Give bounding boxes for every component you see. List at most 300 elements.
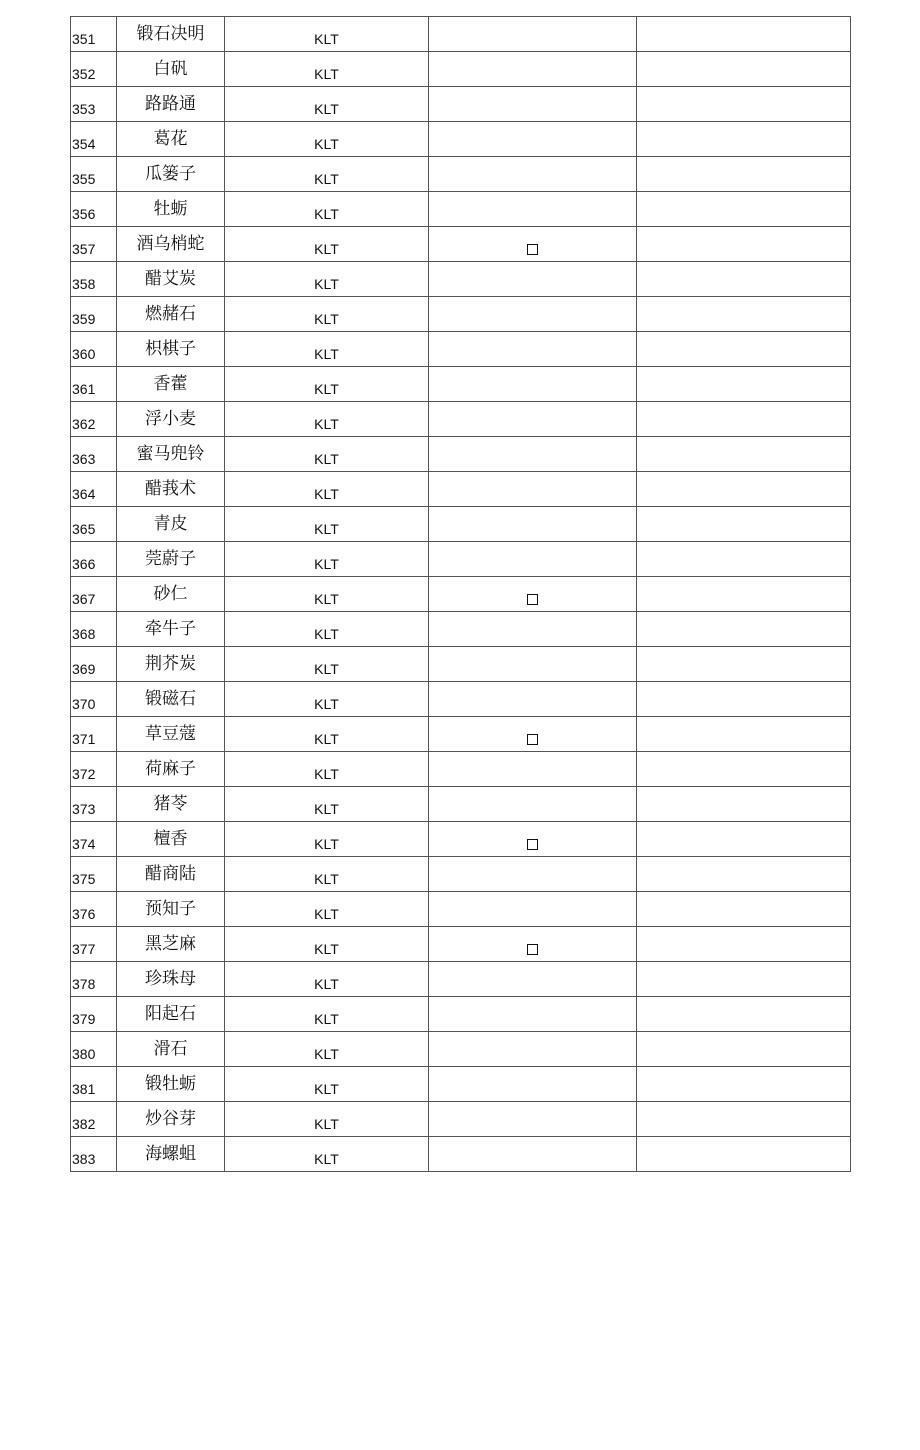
item-name-cell bbox=[117, 1067, 225, 1102]
table-row bbox=[71, 122, 851, 157]
row-number: 378 bbox=[72, 976, 96, 992]
row-number-cell bbox=[71, 297, 117, 332]
row-number: 354 bbox=[72, 136, 96, 152]
item-name-cell bbox=[117, 472, 225, 507]
item-name-cell bbox=[117, 962, 225, 997]
code-cell bbox=[225, 612, 429, 647]
table-row bbox=[71, 892, 851, 927]
empty-cell bbox=[637, 787, 851, 822]
code-cell bbox=[225, 262, 429, 297]
row-number: 381 bbox=[72, 1081, 96, 1097]
empty-cell bbox=[637, 472, 851, 507]
row-number-cell bbox=[71, 717, 117, 752]
item-code: KLT bbox=[314, 1116, 339, 1132]
mark-cell bbox=[429, 157, 637, 192]
empty-cell bbox=[637, 927, 851, 962]
row-number-cell bbox=[71, 192, 117, 227]
row-number-cell bbox=[71, 752, 117, 787]
empty-cell bbox=[637, 612, 851, 647]
mark-cell bbox=[429, 997, 637, 1032]
code-cell bbox=[225, 892, 429, 927]
item-code: KLT bbox=[314, 1081, 339, 1097]
item-code: KLT bbox=[314, 1151, 339, 1167]
item-name-cell bbox=[117, 752, 225, 787]
code-cell bbox=[225, 857, 429, 892]
row-number: 357 bbox=[72, 241, 96, 257]
mark-cell bbox=[429, 297, 637, 332]
item-name-cell bbox=[117, 262, 225, 297]
row-number-cell bbox=[71, 332, 117, 367]
row-number-cell bbox=[71, 17, 117, 52]
row-number: 358 bbox=[72, 276, 96, 292]
code-cell bbox=[225, 52, 429, 87]
empty-cell bbox=[637, 962, 851, 997]
mark-cell bbox=[429, 857, 637, 892]
item-name-cell bbox=[117, 542, 225, 577]
empty-cell bbox=[637, 752, 851, 787]
item-name-cell bbox=[117, 402, 225, 437]
item-name: 莞蔚子 bbox=[145, 549, 196, 569]
mark-cell bbox=[429, 52, 637, 87]
row-number-cell bbox=[71, 367, 117, 402]
empty-cell bbox=[637, 997, 851, 1032]
table-row bbox=[71, 332, 851, 367]
mark-cell bbox=[429, 192, 637, 227]
empty-cell bbox=[637, 437, 851, 472]
row-number: 374 bbox=[72, 836, 96, 852]
row-number-cell bbox=[71, 577, 117, 612]
table-row bbox=[71, 787, 851, 822]
code-cell bbox=[225, 332, 429, 367]
code-cell bbox=[225, 682, 429, 717]
item-code: KLT bbox=[314, 591, 339, 607]
table-row bbox=[71, 822, 851, 857]
item-code: KLT bbox=[314, 171, 339, 187]
empty-cell bbox=[637, 87, 851, 122]
empty-cell bbox=[637, 332, 851, 367]
item-name: 滑石 bbox=[153, 1039, 188, 1059]
row-number: 370 bbox=[72, 696, 96, 712]
empty-cell bbox=[637, 297, 851, 332]
code-cell bbox=[225, 1067, 429, 1102]
row-number: 382 bbox=[72, 1116, 96, 1132]
table-row bbox=[71, 367, 851, 402]
mark-cell bbox=[429, 17, 637, 52]
item-name-cell bbox=[117, 1032, 225, 1067]
empty-cell bbox=[637, 227, 851, 262]
table-row bbox=[71, 52, 851, 87]
item-name: 锻磁石 bbox=[145, 689, 196, 709]
item-code: KLT bbox=[314, 66, 339, 82]
row-number: 361 bbox=[72, 381, 96, 397]
mark-cell bbox=[429, 87, 637, 122]
code-cell bbox=[225, 122, 429, 157]
row-number-cell bbox=[71, 1102, 117, 1137]
code-cell bbox=[225, 787, 429, 822]
item-name: 猪苓 bbox=[153, 794, 188, 814]
code-cell bbox=[225, 192, 429, 227]
item-name: 砂仁 bbox=[153, 584, 188, 604]
code-cell bbox=[225, 507, 429, 542]
table-row bbox=[71, 542, 851, 577]
item-code: KLT bbox=[314, 556, 339, 572]
empty-cell bbox=[637, 1067, 851, 1102]
item-name: 预知子 bbox=[145, 899, 196, 919]
item-name: 牵牛子 bbox=[145, 619, 196, 639]
row-number-cell bbox=[71, 122, 117, 157]
item-name: 草豆蔻 bbox=[145, 724, 196, 744]
empty-cell bbox=[637, 122, 851, 157]
row-number-cell bbox=[71, 962, 117, 997]
table-row bbox=[71, 1067, 851, 1102]
checkbox-square-icon bbox=[527, 244, 538, 255]
empty-cell bbox=[637, 857, 851, 892]
mark-cell bbox=[429, 262, 637, 297]
row-number: 359 bbox=[72, 311, 96, 327]
item-name: 酒乌梢蛇 bbox=[136, 234, 205, 254]
item-name: 燃赭石 bbox=[145, 304, 196, 324]
row-number: 375 bbox=[72, 871, 96, 887]
row-number: 372 bbox=[72, 766, 96, 782]
mark-cell bbox=[429, 542, 637, 577]
table-row bbox=[71, 262, 851, 297]
mark-cell bbox=[429, 1032, 637, 1067]
empty-cell bbox=[637, 577, 851, 612]
row-number: 369 bbox=[72, 661, 96, 677]
table-row bbox=[71, 1102, 851, 1137]
mark-cell bbox=[429, 927, 637, 962]
item-name: 白矾 bbox=[153, 59, 188, 79]
row-number: 383 bbox=[72, 1151, 96, 1167]
table-row bbox=[71, 192, 851, 227]
item-name-cell bbox=[117, 997, 225, 1032]
item-name: 醋艾炭 bbox=[145, 269, 196, 289]
code-cell bbox=[225, 87, 429, 122]
mark-cell bbox=[429, 577, 637, 612]
item-name: 牡蛎 bbox=[153, 199, 188, 219]
empty-cell bbox=[637, 647, 851, 682]
row-number-cell bbox=[71, 437, 117, 472]
row-number-cell bbox=[71, 1137, 117, 1172]
code-cell bbox=[225, 717, 429, 752]
item-name-cell bbox=[117, 367, 225, 402]
item-name-cell bbox=[117, 892, 225, 927]
table-row bbox=[71, 927, 851, 962]
table-body bbox=[71, 17, 851, 1172]
mark-cell bbox=[429, 1102, 637, 1137]
code-cell bbox=[225, 297, 429, 332]
row-number-cell bbox=[71, 402, 117, 437]
row-number-cell bbox=[71, 892, 117, 927]
item-name-cell bbox=[117, 297, 225, 332]
empty-cell bbox=[637, 367, 851, 402]
table-row bbox=[71, 402, 851, 437]
item-name-cell bbox=[117, 227, 225, 262]
code-cell bbox=[225, 1102, 429, 1137]
row-number: 377 bbox=[72, 941, 96, 957]
mark-cell bbox=[429, 1067, 637, 1102]
item-code: KLT bbox=[314, 206, 339, 222]
checkbox-square-icon bbox=[527, 594, 538, 605]
item-name: 醋商陆 bbox=[145, 864, 196, 884]
table-row bbox=[71, 507, 851, 542]
item-name: 阳起石 bbox=[145, 1004, 196, 1024]
table-row bbox=[71, 297, 851, 332]
mark-cell bbox=[429, 892, 637, 927]
item-code: KLT bbox=[314, 731, 339, 747]
row-number-cell bbox=[71, 997, 117, 1032]
empty-cell bbox=[637, 192, 851, 227]
item-name-cell bbox=[117, 612, 225, 647]
mark-cell bbox=[429, 822, 637, 857]
code-cell bbox=[225, 822, 429, 857]
code-cell bbox=[225, 367, 429, 402]
item-code: KLT bbox=[314, 836, 339, 852]
code-cell bbox=[225, 997, 429, 1032]
table-row bbox=[71, 857, 851, 892]
empty-cell bbox=[637, 1102, 851, 1137]
item-name: 荷麻子 bbox=[145, 759, 196, 779]
item-name-cell bbox=[117, 1102, 225, 1137]
row-number: 353 bbox=[72, 101, 96, 117]
checkbox-square-icon bbox=[527, 734, 538, 745]
item-name-cell bbox=[117, 122, 225, 157]
row-number: 360 bbox=[72, 346, 96, 362]
empty-cell bbox=[637, 892, 851, 927]
item-code: KLT bbox=[314, 696, 339, 712]
row-number: 352 bbox=[72, 66, 96, 82]
mark-cell bbox=[429, 472, 637, 507]
code-cell bbox=[225, 647, 429, 682]
table-row bbox=[71, 157, 851, 192]
code-cell bbox=[225, 542, 429, 577]
item-code: KLT bbox=[314, 871, 339, 887]
row-number: 379 bbox=[72, 1011, 96, 1027]
item-code: KLT bbox=[314, 906, 339, 922]
table-row bbox=[71, 1137, 851, 1172]
mark-cell bbox=[429, 962, 637, 997]
item-code: KLT bbox=[314, 661, 339, 677]
item-name-cell bbox=[117, 857, 225, 892]
empty-cell bbox=[637, 542, 851, 577]
item-name: 海螺蛆 bbox=[145, 1144, 196, 1164]
item-code: KLT bbox=[314, 521, 339, 537]
item-name: 荆芥炭 bbox=[145, 654, 196, 674]
item-name: 锻牡蛎 bbox=[145, 1074, 196, 1094]
code-cell bbox=[225, 1032, 429, 1067]
row-number-cell bbox=[71, 857, 117, 892]
item-name-cell bbox=[117, 332, 225, 367]
row-number-cell bbox=[71, 157, 117, 192]
item-name-cell bbox=[117, 157, 225, 192]
mark-cell bbox=[429, 507, 637, 542]
mark-cell bbox=[429, 612, 637, 647]
row-number: 380 bbox=[72, 1046, 96, 1062]
mark-cell bbox=[429, 332, 637, 367]
item-code: KLT bbox=[314, 766, 339, 782]
code-cell bbox=[225, 577, 429, 612]
item-name-cell bbox=[117, 682, 225, 717]
item-name-cell bbox=[117, 577, 225, 612]
item-name: 黑芝麻 bbox=[145, 934, 196, 954]
row-number-cell bbox=[71, 1032, 117, 1067]
row-number: 355 bbox=[72, 171, 96, 187]
empty-cell bbox=[637, 717, 851, 752]
item-name-cell bbox=[117, 787, 225, 822]
row-number: 351 bbox=[72, 31, 96, 47]
mark-cell bbox=[429, 647, 637, 682]
mark-cell bbox=[429, 227, 637, 262]
checkbox-square-icon bbox=[527, 944, 538, 955]
row-number: 356 bbox=[72, 206, 96, 222]
mark-cell bbox=[429, 402, 637, 437]
code-cell bbox=[225, 157, 429, 192]
code-cell bbox=[225, 752, 429, 787]
table-row bbox=[71, 17, 851, 52]
row-number-cell bbox=[71, 507, 117, 542]
item-name: 蜜马兜铃 bbox=[136, 444, 205, 464]
table-row bbox=[71, 647, 851, 682]
code-cell bbox=[225, 227, 429, 262]
empty-cell bbox=[637, 402, 851, 437]
code-cell bbox=[225, 1137, 429, 1172]
item-name: 瓜篓子 bbox=[145, 164, 196, 184]
item-name: 葛花 bbox=[153, 129, 188, 149]
row-number: 362 bbox=[72, 416, 96, 432]
empty-cell bbox=[637, 822, 851, 857]
row-number: 363 bbox=[72, 451, 96, 467]
row-number: 366 bbox=[72, 556, 96, 572]
table-row bbox=[71, 962, 851, 997]
item-code: KLT bbox=[314, 276, 339, 292]
row-number: 368 bbox=[72, 626, 96, 642]
item-code: KLT bbox=[314, 1011, 339, 1027]
item-name-cell bbox=[117, 927, 225, 962]
row-number: 365 bbox=[72, 521, 96, 537]
row-number-cell bbox=[71, 262, 117, 297]
empty-cell bbox=[637, 507, 851, 542]
item-code: KLT bbox=[314, 451, 339, 467]
code-cell bbox=[225, 402, 429, 437]
row-number-cell bbox=[71, 227, 117, 262]
item-name: 浮小麦 bbox=[145, 409, 196, 429]
row-number: 364 bbox=[72, 486, 96, 502]
row-number-cell bbox=[71, 87, 117, 122]
table-row bbox=[71, 227, 851, 262]
item-code: KLT bbox=[314, 241, 339, 257]
item-code: KLT bbox=[314, 31, 339, 47]
code-cell bbox=[225, 437, 429, 472]
item-name: 醋莪术 bbox=[145, 479, 196, 499]
code-cell bbox=[225, 927, 429, 962]
code-cell bbox=[225, 472, 429, 507]
item-name-cell bbox=[117, 507, 225, 542]
checkbox-square-icon bbox=[527, 839, 538, 850]
item-name-cell bbox=[117, 647, 225, 682]
mark-cell bbox=[429, 717, 637, 752]
mark-cell bbox=[429, 682, 637, 717]
item-code: KLT bbox=[314, 381, 339, 397]
empty-cell bbox=[637, 52, 851, 87]
row-number-cell bbox=[71, 787, 117, 822]
mark-cell bbox=[429, 787, 637, 822]
mark-cell bbox=[429, 122, 637, 157]
item-code: KLT bbox=[314, 311, 339, 327]
item-code: KLT bbox=[314, 801, 339, 817]
row-number-cell bbox=[71, 472, 117, 507]
row-number: 367 bbox=[72, 591, 96, 607]
table-row bbox=[71, 472, 851, 507]
item-name-cell bbox=[117, 192, 225, 227]
table-row bbox=[71, 87, 851, 122]
item-name-cell bbox=[117, 1137, 225, 1172]
item-name-cell bbox=[117, 17, 225, 52]
item-name-cell bbox=[117, 437, 225, 472]
row-number-cell bbox=[71, 647, 117, 682]
item-name-cell bbox=[117, 52, 225, 87]
empty-cell bbox=[637, 1032, 851, 1067]
item-name: 檀香 bbox=[153, 829, 188, 849]
item-name: 香藿 bbox=[153, 374, 188, 394]
item-name: 珍珠母 bbox=[145, 969, 196, 989]
item-code: KLT bbox=[314, 136, 339, 152]
item-name: 青皮 bbox=[153, 514, 188, 534]
inventory-table bbox=[70, 16, 851, 1172]
item-code: KLT bbox=[314, 626, 339, 642]
row-number: 373 bbox=[72, 801, 96, 817]
mark-cell bbox=[429, 367, 637, 402]
table-row bbox=[71, 437, 851, 472]
table-row bbox=[71, 1032, 851, 1067]
table-row bbox=[71, 997, 851, 1032]
code-cell bbox=[225, 962, 429, 997]
item-code: KLT bbox=[314, 486, 339, 502]
empty-cell bbox=[637, 682, 851, 717]
row-number: 371 bbox=[72, 731, 96, 747]
row-number: 376 bbox=[72, 906, 96, 922]
table-row bbox=[71, 577, 851, 612]
item-code: KLT bbox=[314, 346, 339, 362]
empty-cell bbox=[637, 1137, 851, 1172]
item-name-cell bbox=[117, 87, 225, 122]
row-number-cell bbox=[71, 927, 117, 962]
empty-cell bbox=[637, 157, 851, 192]
item-code: KLT bbox=[314, 941, 339, 957]
row-number-cell bbox=[71, 822, 117, 857]
code-cell bbox=[225, 17, 429, 52]
table-row bbox=[71, 752, 851, 787]
row-number-cell bbox=[71, 682, 117, 717]
item-code: KLT bbox=[314, 101, 339, 117]
table-row bbox=[71, 717, 851, 752]
item-code: KLT bbox=[314, 976, 339, 992]
item-name-cell bbox=[117, 717, 225, 752]
item-code: KLT bbox=[314, 1046, 339, 1062]
row-number-cell bbox=[71, 612, 117, 647]
item-name: 炒谷芽 bbox=[145, 1109, 196, 1129]
row-number-cell bbox=[71, 52, 117, 87]
item-name-cell bbox=[117, 822, 225, 857]
row-number-cell bbox=[71, 1067, 117, 1102]
item-name: 锻石决明 bbox=[136, 24, 205, 44]
item-code: KLT bbox=[314, 416, 339, 432]
row-number-cell bbox=[71, 542, 117, 577]
mark-cell bbox=[429, 1137, 637, 1172]
table-row bbox=[71, 682, 851, 717]
mark-cell bbox=[429, 752, 637, 787]
item-name: 枳棋子 bbox=[145, 339, 196, 359]
item-name: 路路通 bbox=[145, 94, 196, 114]
